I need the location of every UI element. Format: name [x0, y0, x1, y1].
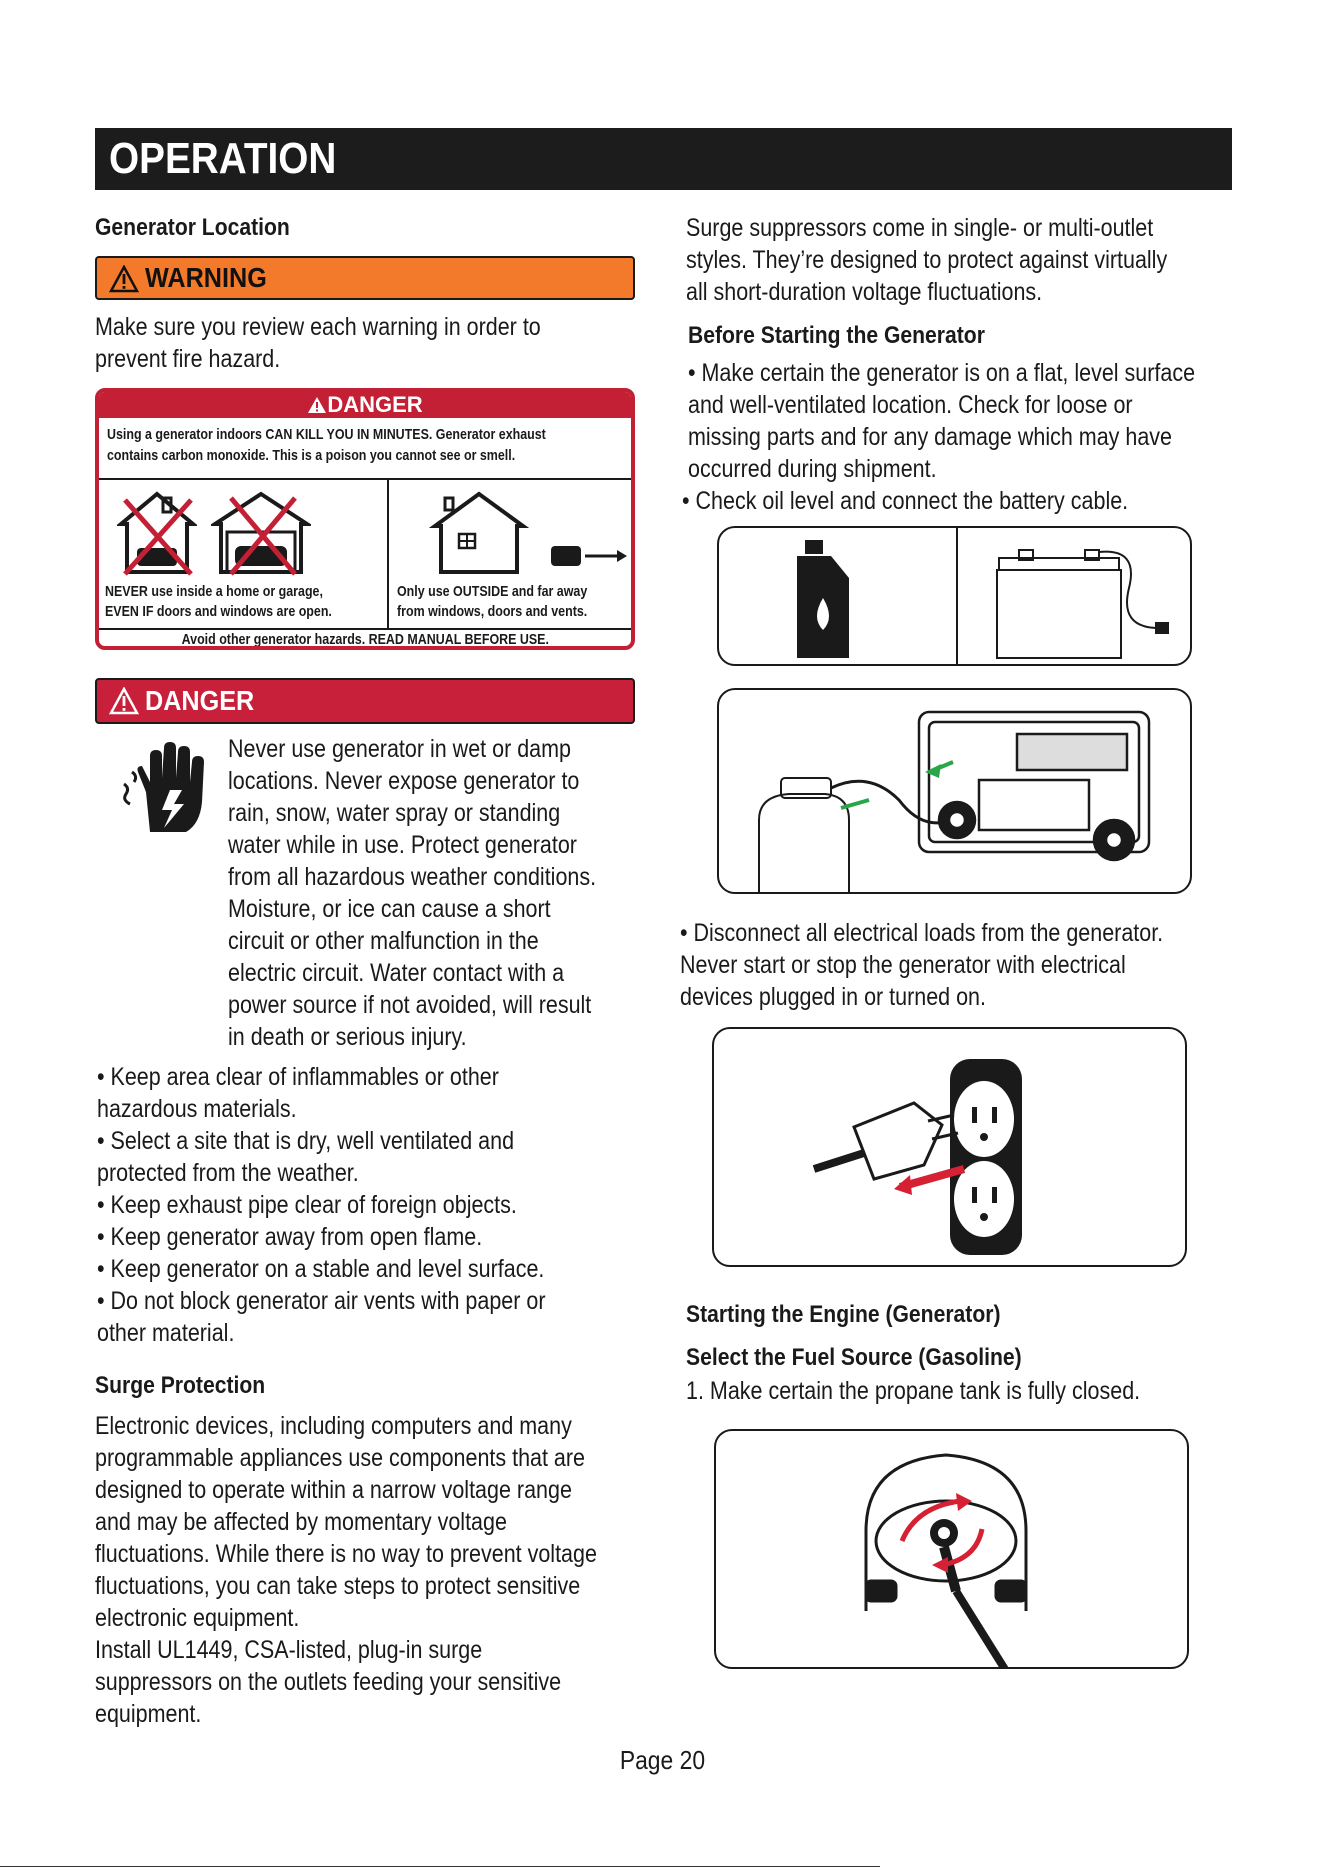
- bullet-line-6: • Keep generator away from open flame.: [97, 1223, 483, 1251]
- bullet-line-1: • Keep area clear of inflammables or other: [97, 1063, 499, 1091]
- surge-cont-1: Surge suppressors come in single- or multi-outlet: [686, 214, 1154, 242]
- bullet-line-8: • Do not block generator air vents with paper or: [97, 1287, 546, 1315]
- danger-text-7: circuit or other malfunction in the: [228, 927, 539, 955]
- bullet-line-5: • Keep exhaust pipe clear of foreign objects.: [97, 1191, 517, 1219]
- surge-text-7: electronic equipment.: [95, 1604, 300, 1632]
- heading-select-fuel: Select the Fuel Source (Gasoline): [686, 1344, 1022, 1371]
- surge-text-3: designed to operate within a narrow voltage range: [95, 1476, 572, 1504]
- danger-label-text-1: Using a generator indoors CAN KILL YOU IN MINUTES. Generator exhaust: [107, 426, 546, 443]
- danger-text-3: rain, snow, water spray or standing: [228, 799, 561, 827]
- surge-cont-2: styles. They’re designed to protect against virtually: [686, 246, 1168, 274]
- surge-text-1: Electronic devices, including computers and many: [95, 1412, 572, 1440]
- danger-text-4: water while in use. Protect generator: [228, 831, 577, 859]
- bullet-line-7: • Keep generator on a stable and level surface.: [97, 1255, 545, 1283]
- house-crossed-icon: [117, 488, 197, 576]
- danger-text-1: Never use generator in wet or damp: [228, 735, 571, 763]
- before-bullet-2: and well-ventilated location. Check for loose or: [688, 391, 1133, 419]
- warning-triangle-icon: [109, 265, 139, 293]
- danger-text-6: Moisture, or ice can cause a short: [228, 895, 551, 923]
- oil-bottle-icon: [797, 540, 849, 658]
- danger-text-8: electric circuit. Water contact with a: [228, 959, 565, 987]
- caption-outside-1: Only use OUTSIDE and far away: [397, 583, 588, 600]
- wall-outlet-icon: [950, 1059, 1022, 1255]
- battery-icon: [997, 550, 1169, 658]
- warning-text-line-2: prevent fire hazard.: [95, 345, 281, 373]
- bottom-rule: [0, 1866, 880, 1867]
- bullet-line-4: protected from the weather.: [97, 1159, 359, 1187]
- generator-propane-illustration: [717, 688, 1192, 894]
- danger-triangle-icon: [109, 687, 139, 715]
- surge-cont-3: all short-duration voltage fluctuations.: [686, 278, 1043, 306]
- danger-text-5: from all hazardous weather conditions.: [228, 863, 597, 891]
- danger-label: DANGER: [145, 685, 255, 716]
- propane-valve-illustration: [714, 1429, 1189, 1669]
- electric-shock-hand-icon: [120, 742, 206, 838]
- surge-text-9: suppressors on the outlets feeding your sensitive: [95, 1668, 562, 1696]
- disconnect-line-3: devices plugged in or turned on.: [680, 983, 986, 1011]
- garage-crossed-icon: [211, 488, 311, 576]
- danger-text-10: in death or serious injury.: [228, 1023, 467, 1051]
- danger-label-footer: Avoid other generator hazards. READ MANUAL BEFORE USE.: [181, 631, 549, 648]
- caption-outside-2: from windows, doors and vents.: [397, 603, 588, 620]
- bullet-line-9: other material.: [97, 1319, 235, 1347]
- power-plug-icon: [814, 1103, 958, 1179]
- danger-label-header: [99, 392, 631, 418]
- heading-generator-location: Generator Location: [95, 214, 290, 241]
- danger-label-title: DANGER: [327, 392, 423, 417]
- warning-text-line-1: Make sure you review each warning in order to: [95, 313, 541, 341]
- surge-text-2: programmable appliances use components that are: [95, 1444, 586, 1472]
- danger-label-text-2: contains carbon monoxide. This is a poison you cannot see or smell.: [107, 447, 516, 464]
- propane-tank-icon: [759, 778, 849, 894]
- before-bullet-3: missing parts and for any damage which may have: [688, 423, 1172, 451]
- step-1-text: 1. Make certain the propane tank is fully closed.: [686, 1377, 1141, 1405]
- surge-text-6: fluctuations, you can take steps to protect sensitive: [95, 1572, 581, 1600]
- check-oil-bullet: • Check oil level and connect the battery cable.: [682, 487, 1129, 515]
- generator-icon: [919, 712, 1149, 860]
- surge-text-5: fluctuations. While there is no way to prevent voltage: [95, 1540, 597, 1568]
- warning-label: WARNING: [145, 262, 267, 293]
- surge-text-4: and may be affected by momentary voltage: [95, 1508, 507, 1536]
- heading-before-starting: Before Starting the Generator: [688, 322, 985, 349]
- disconnect-line-2: Never start or stop the generator with electrical: [680, 951, 1126, 979]
- plug-outlet-illustration: [712, 1027, 1187, 1267]
- pull-arrow-icon: [894, 1175, 912, 1195]
- warning-bar: [95, 256, 635, 300]
- surge-text-8: Install UL1449, CSA-listed, plug-in surge: [95, 1636, 483, 1664]
- bullet-line-3: • Select a site that is dry, well ventilated and: [97, 1127, 515, 1155]
- danger-bar: [95, 678, 635, 724]
- surge-text-10: equipment.: [95, 1700, 202, 1728]
- disconnect-line-1: • Disconnect all electrical loads from the generator.: [680, 919, 1164, 947]
- heading-starting-engine: Starting the Engine (Generator): [686, 1301, 1001, 1328]
- danger-text-9: power source if not avoided, will result: [228, 991, 592, 1019]
- rotate-arrow-icon: [956, 1493, 972, 1511]
- bullet-line-2: hazardous materials.: [97, 1095, 297, 1123]
- heading-surge-protection: Surge Protection: [95, 1372, 266, 1399]
- caption-never-indoor-1: NEVER use inside a home or garage,: [105, 583, 323, 600]
- danger-text-2: locations. Never expose generator to: [228, 767, 580, 795]
- caption-never-indoor-2: EVEN IF doors and windows are open.: [105, 603, 332, 620]
- section-title: OPERATION: [109, 134, 337, 183]
- section-header-bar: [95, 128, 1232, 190]
- danger-safety-label: [95, 388, 635, 650]
- before-bullet-4: occurred during shipment.: [688, 455, 937, 483]
- oil-battery-illustration: [717, 526, 1192, 666]
- page-number: Page 20: [619, 1745, 705, 1775]
- house-outside-icon: [419, 488, 629, 576]
- alert-triangle-icon: [307, 396, 327, 414]
- before-bullet-1: • Make certain the generator is on a flat, level surface: [688, 359, 1196, 387]
